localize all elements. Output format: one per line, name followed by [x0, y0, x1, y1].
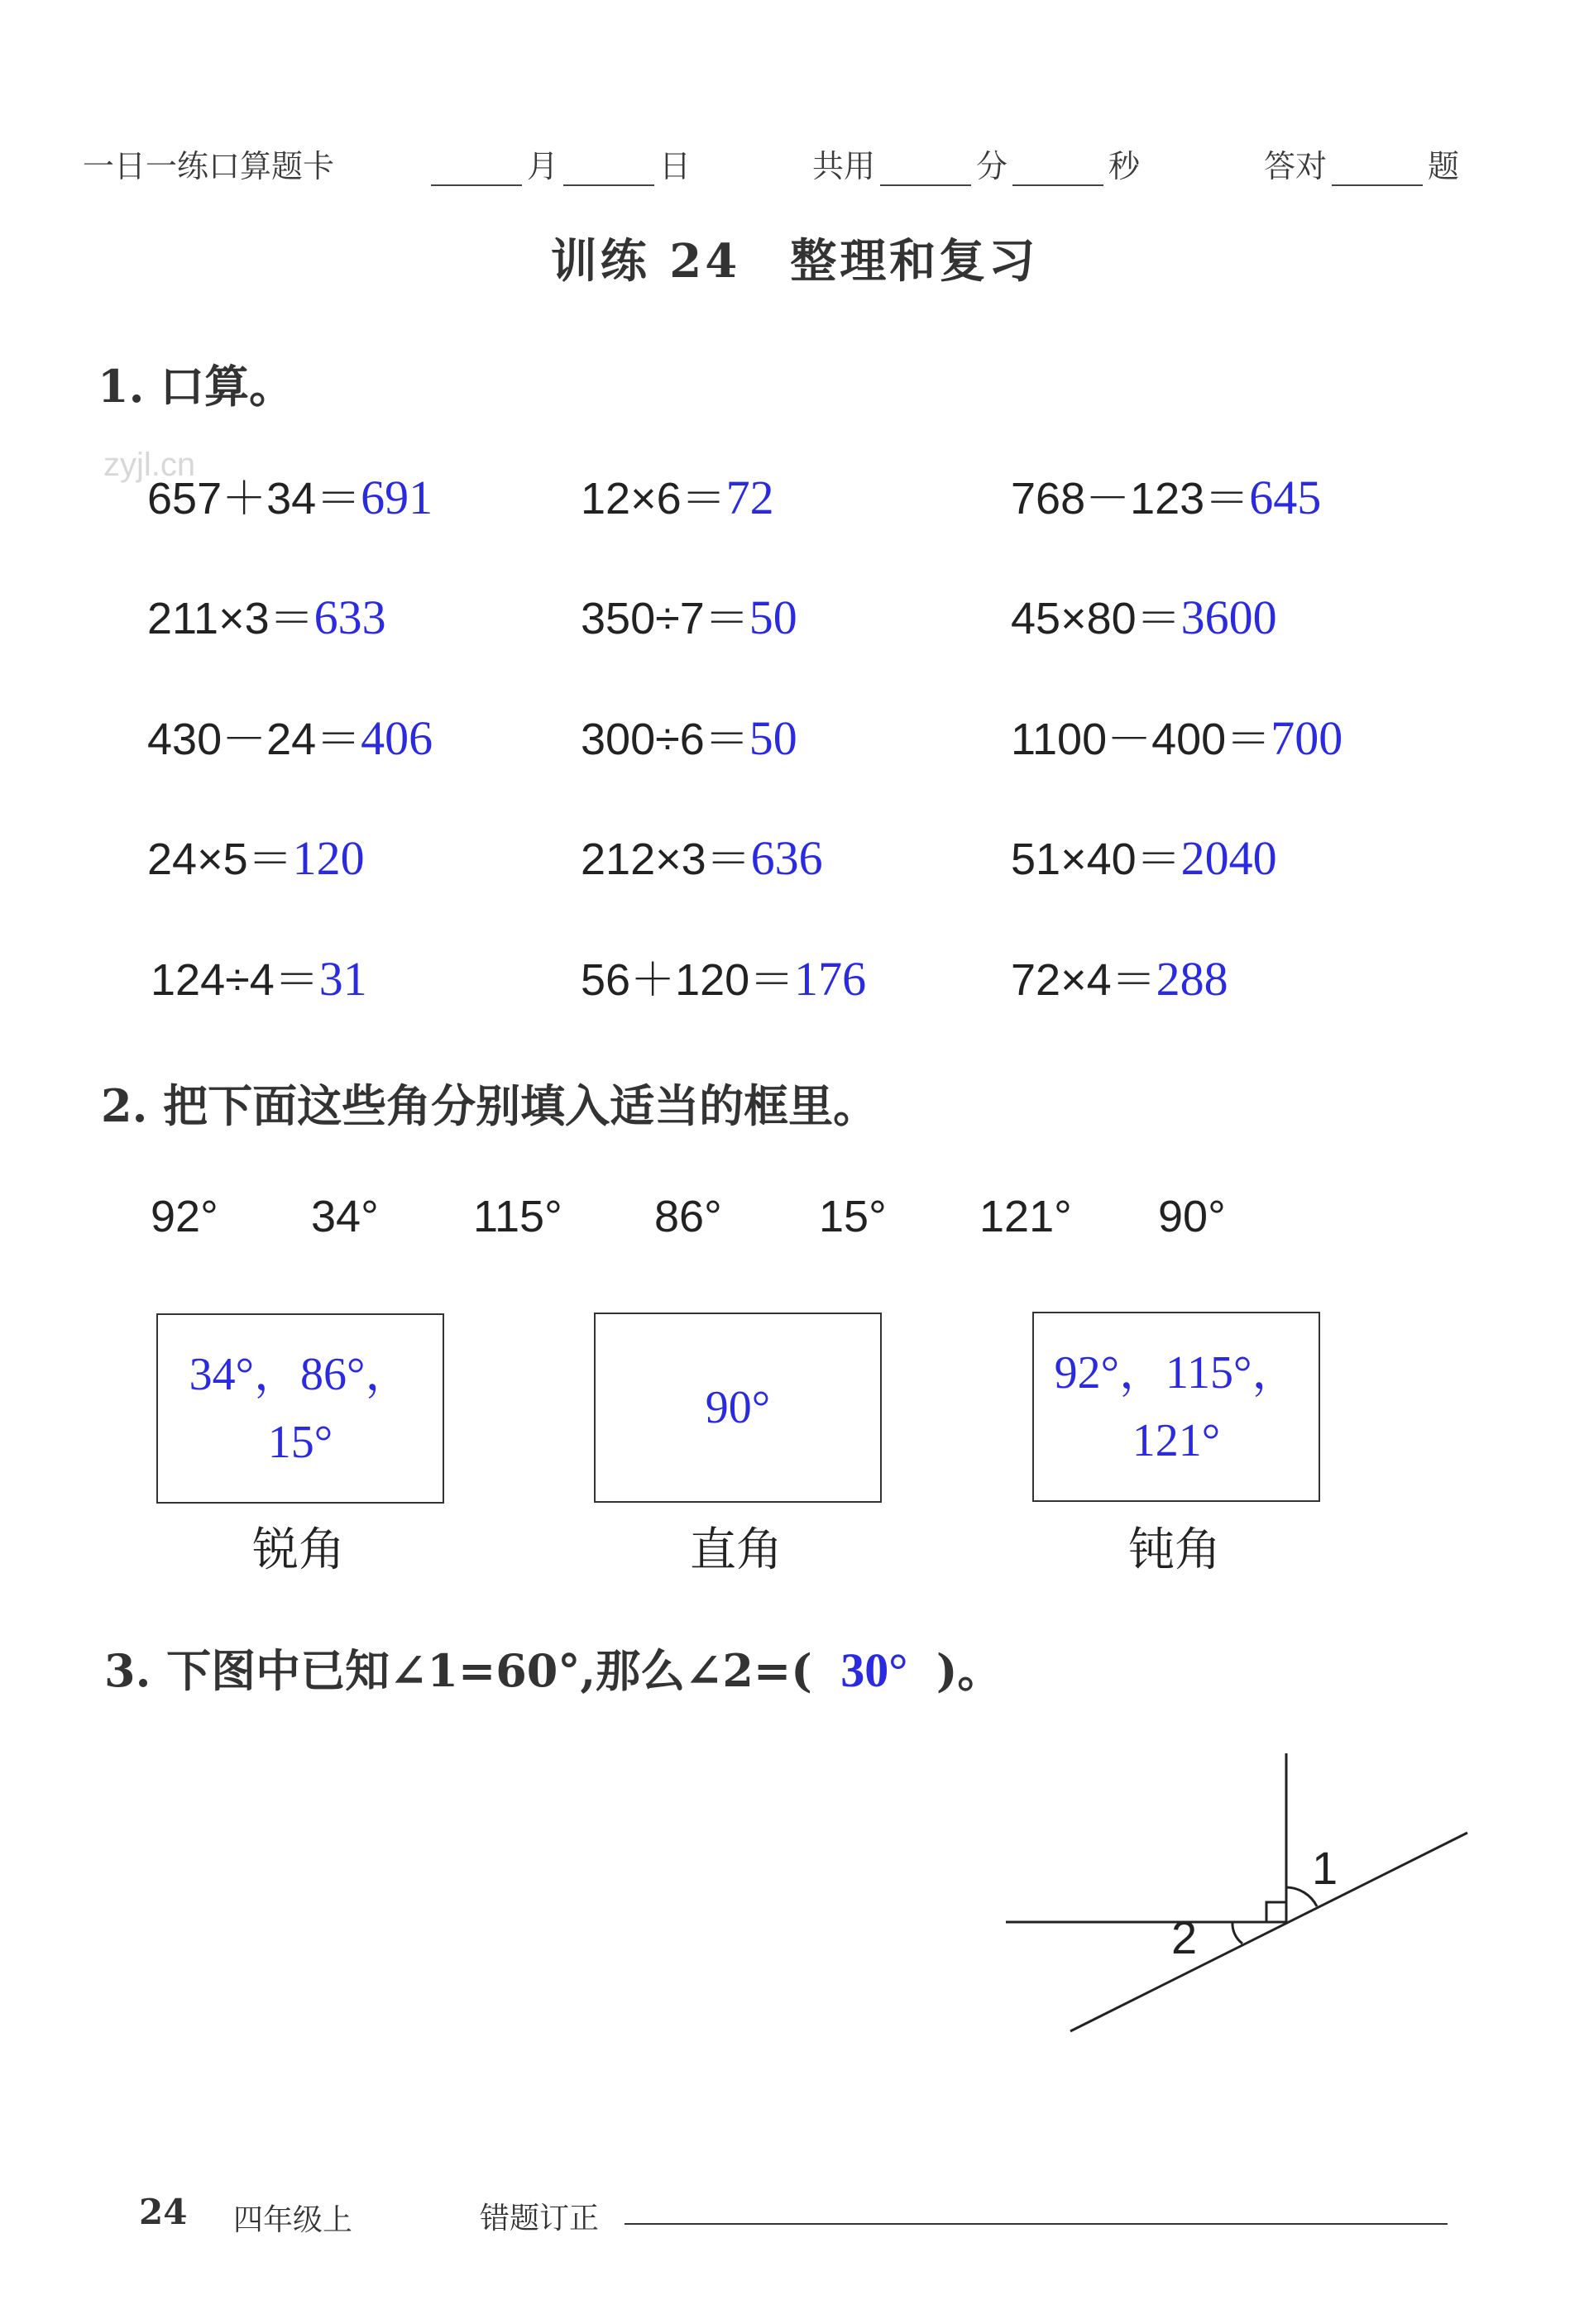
section1-title: 1. 口算。 — [98, 360, 294, 413]
question: 350÷7＝ — [581, 594, 749, 643]
answer[interactable]: 636 — [750, 831, 823, 885]
section3-answer[interactable]: 30° — [840, 1643, 908, 1697]
month-blank[interactable] — [431, 160, 522, 186]
angle-item: 90° — [1158, 1192, 1226, 1241]
problem-3-2 — [581, 704, 797, 767]
answer[interactable]: 50 — [749, 711, 797, 765]
correct-blank[interactable] — [1332, 160, 1423, 186]
answer[interactable]: 700 — [1271, 711, 1343, 765]
question: 211×3＝ — [147, 594, 314, 643]
question: 1100－400＝ — [1011, 715, 1271, 764]
section3-prefix: 3. 下图中已知∠1=60°,那么∠2=( — [104, 1644, 812, 1697]
acute-angle-box[interactable] — [156, 1313, 444, 1504]
problem-4-3 — [1011, 824, 1277, 887]
angle-item: 15° — [819, 1192, 887, 1241]
page-title: 训练 24 整理和复习 — [550, 234, 1039, 289]
right-angle-marker — [1266, 1902, 1286, 1922]
question: 657＋34＝ — [147, 474, 361, 524]
section3-suffix: )。 — [936, 1644, 1003, 1697]
minutes-label: 分 — [976, 148, 1008, 184]
obtuse-angle-label: 钝角 — [1128, 1523, 1221, 1577]
problem-2-1 — [147, 583, 386, 647]
answer[interactable]: 31 — [318, 952, 367, 1006]
right-angle-label: 直角 — [690, 1523, 783, 1577]
answer[interactable]: 176 — [794, 952, 867, 1006]
box-line: 15° — [267, 1417, 333, 1468]
problem-5-3 — [1011, 944, 1228, 1008]
box-line: 34°，86°， — [189, 1349, 412, 1400]
obtuse-angle-box[interactable] — [1032, 1312, 1320, 1502]
angle-item: 92° — [151, 1192, 218, 1241]
angle-2-label: 2 — [1171, 1911, 1198, 1963]
problem-5-2 — [581, 944, 866, 1008]
question: 124÷4＝ — [151, 955, 319, 1005]
month-label: 月 — [527, 148, 559, 184]
header-time — [812, 141, 1140, 186]
question: 300÷6＝ — [581, 715, 749, 764]
problem-3-3 — [1011, 704, 1343, 767]
problem-1-3 — [1011, 463, 1321, 527]
header-correct — [1264, 141, 1459, 186]
question: 56＋120＝ — [581, 955, 795, 1005]
page-number: 24 — [139, 2192, 188, 2232]
header-card-label: 一日一练口算题卡 — [83, 148, 335, 184]
answer[interactable]: 120 — [292, 831, 365, 885]
problem-4-1 — [147, 824, 365, 887]
problem-2-3 — [1011, 583, 1277, 647]
box-line: 121° — [1132, 1415, 1221, 1466]
correction-line[interactable] — [625, 2223, 1448, 2225]
question: 768－123＝ — [1011, 474, 1250, 524]
box-line: 90° — [705, 1382, 771, 1433]
problem-1-2 — [581, 463, 774, 527]
angle-1-label: 1 — [1312, 1842, 1338, 1894]
answer[interactable]: 406 — [361, 711, 433, 765]
problem-5-1 — [151, 944, 367, 1008]
day-label: 日 — [659, 148, 692, 184]
section3-question — [104, 1636, 1002, 1700]
question: 45×80＝ — [1011, 594, 1181, 643]
acute-angle-label: 锐角 — [252, 1523, 345, 1577]
right-angle-box[interactable] — [594, 1313, 882, 1503]
answer[interactable]: 691 — [361, 471, 433, 524]
angle-item: 121° — [979, 1192, 1072, 1241]
problem-4-2 — [581, 824, 823, 887]
problem-2-2 — [581, 583, 797, 647]
answer[interactable]: 645 — [1249, 471, 1322, 524]
day-blank[interactable] — [563, 160, 654, 186]
problem-3-1 — [147, 704, 433, 767]
watermark: zyjl.cn — [103, 447, 196, 483]
box-line: 92°，115°， — [1054, 1347, 1299, 1399]
question: 12×6＝ — [581, 474, 726, 524]
question: 24×5＝ — [147, 834, 293, 884]
angle-diagram — [993, 1737, 1489, 2051]
total-time-label: 共用 — [812, 148, 876, 184]
answer[interactable]: 288 — [1156, 952, 1228, 1006]
question: 51×40＝ — [1011, 834, 1181, 884]
angle-item: 34° — [311, 1192, 379, 1241]
questions-label: 题 — [1428, 148, 1460, 184]
answer[interactable]: 72 — [725, 471, 774, 524]
seconds-blank[interactable] — [1012, 160, 1103, 186]
answer[interactable]: 3600 — [1180, 591, 1277, 644]
section2-title: 2. 把下面这些角分别填入适当的框里。 — [101, 1079, 878, 1132]
question: 72×4＝ — [1011, 955, 1156, 1005]
minutes-blank[interactable] — [880, 160, 971, 186]
grade-label: 四年级上 — [233, 2203, 353, 2237]
angle-2-arc — [1232, 1922, 1242, 1944]
slanted-line — [1070, 1833, 1467, 2031]
header-date — [426, 141, 691, 186]
question: 430－24＝ — [147, 715, 361, 764]
correction-label: 错题订正 — [480, 2202, 600, 2236]
seconds-label: 秒 — [1108, 148, 1141, 184]
correct-label: 答对 — [1264, 148, 1328, 184]
question: 212×3＝ — [581, 834, 751, 884]
angle-item: 115° — [473, 1192, 562, 1241]
answer[interactable]: 633 — [313, 591, 386, 644]
problem-1-1 — [147, 463, 433, 527]
answer[interactable]: 2040 — [1180, 831, 1277, 885]
answer[interactable]: 50 — [749, 591, 797, 644]
angle-item: 86° — [654, 1192, 722, 1241]
